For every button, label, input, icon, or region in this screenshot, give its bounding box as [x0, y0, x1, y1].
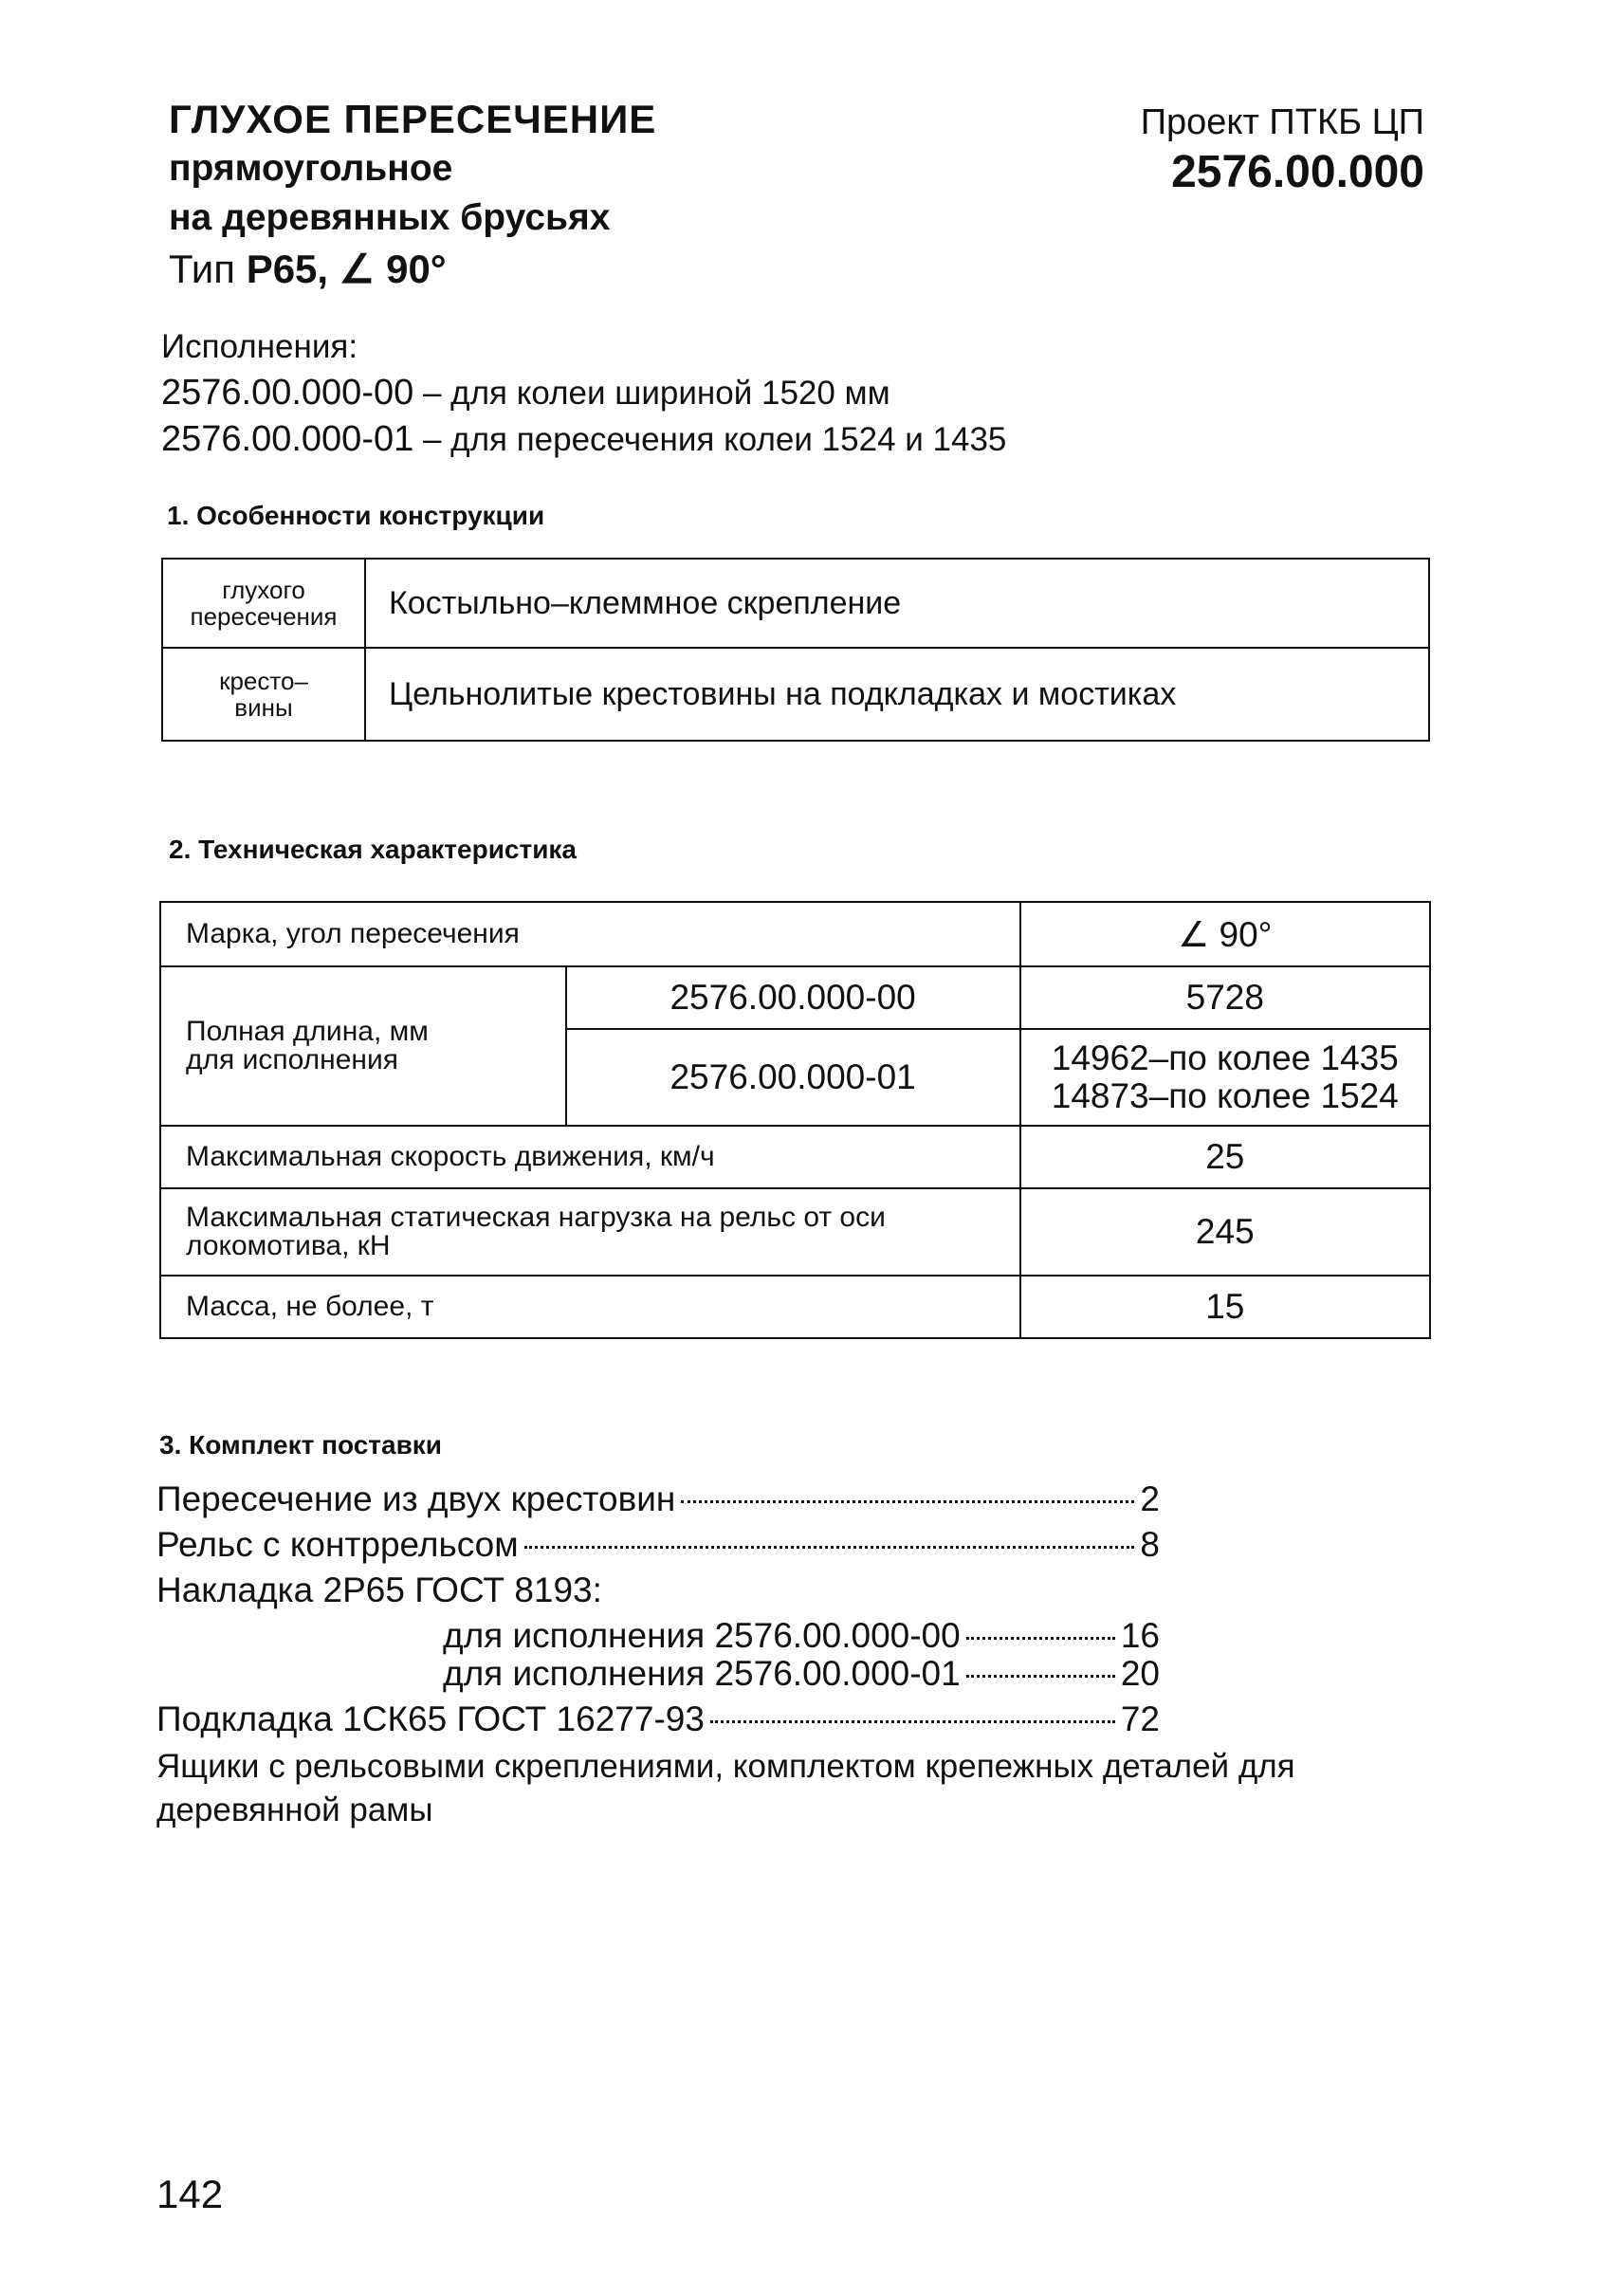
table-row: [162, 648, 1429, 741]
leader-dots: [524, 1546, 1135, 1549]
type-prefix: Тип: [169, 247, 236, 291]
row-label-line: кресто–: [219, 667, 308, 695]
title-block: [169, 95, 833, 296]
leader-dots: [710, 1720, 1115, 1723]
load-value: 245: [1020, 1188, 1430, 1276]
variant1-value: 5728: [1020, 966, 1430, 1029]
item-text: для исполнения 2576.00.000-00: [443, 1616, 961, 1655]
document-subtitle-1: прямоугольное: [169, 148, 453, 189]
leader-dots: [681, 1500, 1134, 1503]
speed-value: 25: [1020, 1126, 1430, 1188]
item-text: Накладка 2Р65 ГОСТ 8193:: [156, 1570, 602, 1609]
table-row: [160, 1126, 1430, 1188]
item-qty: 72: [1120, 1699, 1160, 1738]
variant2-value-line: 14962–по колее 1435: [1051, 1038, 1399, 1077]
item-qty: 8: [1140, 1525, 1160, 1564]
item-qty: 16: [1120, 1616, 1160, 1655]
item-text: для исполнения 2576.00.000-01: [443, 1654, 961, 1693]
item-qty: 2: [1140, 1479, 1160, 1518]
variant-item: [161, 370, 1006, 416]
list-item: [156, 1479, 1160, 1525]
row-label-line: вины: [234, 693, 293, 722]
item-text: Рельс с контррельсом: [156, 1525, 519, 1564]
tech-table: [159, 901, 1431, 1339]
load-label: [160, 1188, 1020, 1276]
variant2-value-line: 14873–по колее 1524: [1051, 1076, 1399, 1115]
type-angle: ∠ 90°: [339, 247, 447, 291]
row-label: [162, 559, 365, 648]
variant-text: – для пересечения колеи 1524 и 1435: [422, 421, 1007, 458]
load-label-line: локомотива, кН: [186, 1230, 391, 1261]
table-row: [160, 966, 1430, 1029]
project-block: [1141, 100, 1424, 200]
row-label: [162, 648, 365, 741]
variant1-code: 2576.00.000-00: [566, 966, 1020, 1029]
table-row: [160, 1188, 1430, 1276]
section2-title: 2. Техническая характеристика: [169, 835, 577, 864]
row-label-line: пересечения: [190, 602, 338, 631]
variant-text: – для колеи шириной 1520 мм: [422, 375, 890, 412]
mass-value: 15: [1020, 1276, 1430, 1338]
project-number: 2576.00.000: [1171, 147, 1424, 197]
list-item: [156, 1699, 1160, 1745]
leader-dots: [966, 1675, 1115, 1678]
boxes-text-line: деревянной рамы: [156, 1791, 433, 1828]
list-subitem: [156, 1654, 1160, 1699]
variant2-value: [1020, 1029, 1430, 1126]
load-label-line: Максимальная статическая нагрузка на рельс от оси: [186, 1202, 886, 1233]
list-subitem: [156, 1616, 1160, 1654]
speed-label: Максимальная скорость движения, км/ч: [160, 1126, 1020, 1188]
document-title: ГЛУХОЕ ПЕРЕСЕЧЕНИЕ: [169, 97, 657, 141]
table-row: [162, 559, 1429, 648]
leader-dots: [966, 1637, 1115, 1640]
mark-value: ∠ 90°: [1020, 902, 1430, 966]
item-text: Пересечение из двух крестовин: [156, 1479, 676, 1518]
mass-label: Масса, не более, т: [160, 1276, 1020, 1338]
item-qty: 20: [1120, 1654, 1160, 1693]
boxes-text-line: Ящики с рельсовыми скреплениями, комплектом крепежных деталей для: [156, 1748, 1295, 1785]
variant-item: [161, 416, 1006, 463]
table-row: [160, 1276, 1430, 1338]
row-value: Костыльно–клеммное скрепление: [365, 559, 1429, 648]
variant2-code: 2576.00.000-01: [566, 1029, 1020, 1126]
mark-label: Марка, угол пересечения: [160, 902, 1020, 966]
row-label-line: глухого: [222, 576, 305, 604]
project-label: Проект ПТКБ ЦП: [1140, 102, 1424, 142]
list-item: [156, 1570, 1160, 1616]
row-value: Цельнолитые крестовины на подкладках и мостиках: [365, 648, 1429, 741]
length-label-line: Полная длина, мм: [186, 1016, 429, 1047]
variants-heading: Исполнения:: [161, 328, 358, 365]
item-text: Подкладка 1СК65 ГОСТ 16277-93: [156, 1699, 705, 1738]
variant-code: 2576.00.000-01: [161, 419, 414, 459]
page-number: 142: [156, 2172, 224, 2216]
document-subtitle-2: на деревянных брусьях: [169, 197, 611, 238]
variant-code: 2576.00.000-00: [161, 373, 414, 413]
type-value: Р65,: [246, 247, 329, 291]
section3-title: 3. Комплект поставки: [159, 1430, 443, 1460]
boxes-text: [156, 1745, 1437, 1832]
length-label: [160, 966, 566, 1126]
variants-list: [161, 324, 1006, 463]
table-row: [160, 902, 1430, 966]
type-line: [169, 243, 833, 296]
section1-title: 1. Особенности конструкции: [167, 501, 545, 530]
delivery-list: [156, 1479, 1437, 1832]
length-label-line: для исполнения: [186, 1044, 398, 1075]
list-item: [156, 1525, 1160, 1570]
construction-table: [161, 558, 1430, 742]
